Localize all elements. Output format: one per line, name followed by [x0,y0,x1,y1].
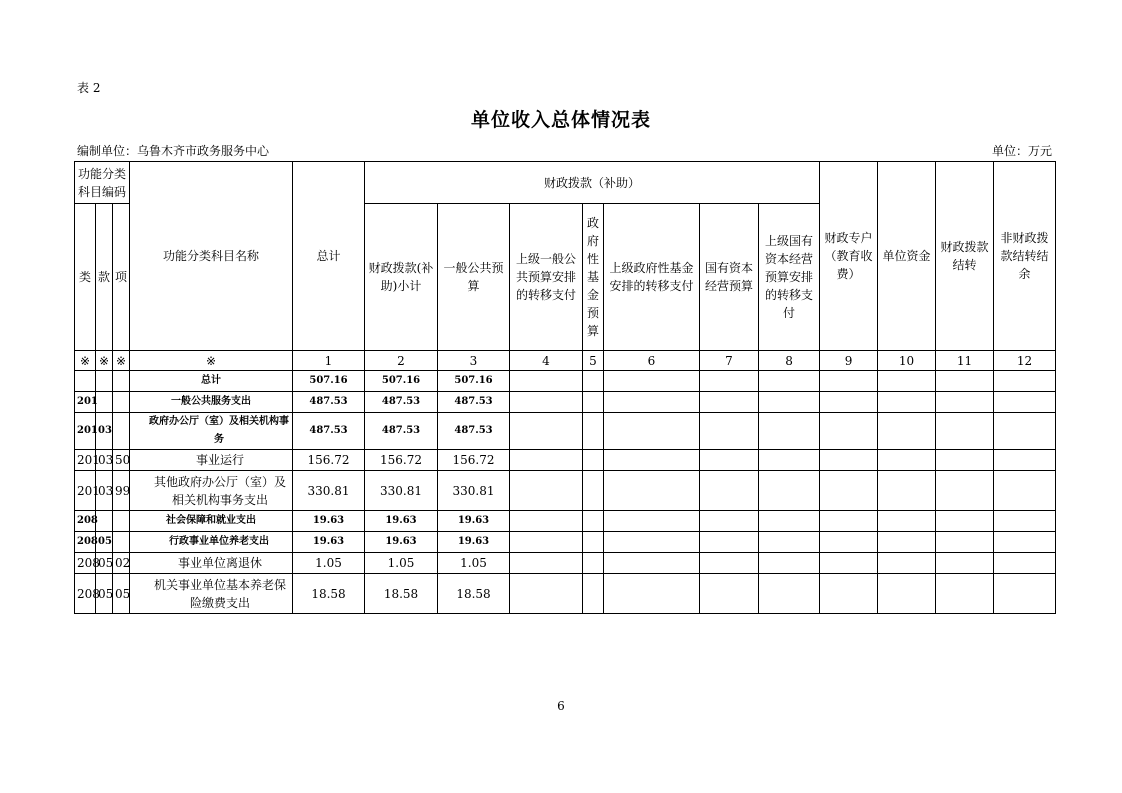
empty-cell [994,450,1056,471]
header-state-capital-budget: 国有资本经营预算 [700,204,759,351]
class-code-cell: 208 [75,553,96,574]
total-cell: 19.63 [293,532,365,553]
index-cell: ※ [130,351,293,371]
section-code-cell [96,511,113,532]
class-code-cell: 208 [75,532,96,553]
header-unit-funds: 单位资金 [878,162,936,351]
empty-cell [700,450,759,471]
empty-cell [878,413,936,450]
header-xiang: 项 [113,204,130,351]
empty-cell [936,413,994,450]
subtotal-cell: 18.58 [365,574,438,614]
total-cell: 156.72 [293,450,365,471]
subtotal-cell: 507.16 [365,371,438,392]
total-cell: 1.05 [293,553,365,574]
item-code-cell: 02 [113,553,130,574]
empty-cell [583,553,604,574]
empty-cell [759,532,820,553]
page-number: 6 [557,699,565,713]
item-code-cell [113,392,130,413]
header-name: 功能分类科目名称 [130,162,293,351]
general-budget-cell: 487.53 [438,392,510,413]
empty-cell [700,471,759,511]
table-row [75,511,1056,532]
total-cell: 487.53 [293,413,365,450]
section-code-cell: 03 [96,471,113,511]
index-cell: 9 [820,351,878,371]
empty-cell [604,450,700,471]
empty-cell [604,471,700,511]
empty-cell [604,511,700,532]
empty-cell [759,413,820,450]
index-cell: 4 [510,351,583,371]
empty-cell [936,574,994,614]
header-lei: 类 [75,204,96,351]
header-general-budget: 一般公共预算 [438,204,510,351]
subtotal-cell: 330.81 [365,471,438,511]
item-code-cell: 99 [113,471,130,511]
header-subtotal: 财政拨款(补助)小计 [365,204,438,351]
empty-cell [936,511,994,532]
section-code-cell: 03 [96,413,113,450]
empty-cell [510,574,583,614]
header-fiscal-group: 财政拨款（补助） [365,162,820,204]
table-row [75,413,1056,450]
index-cell: 6 [604,351,700,371]
subject-name-cell: 机关事业单位基本养老保险缴费支出 [130,574,293,614]
empty-cell [820,511,878,532]
table-row [75,371,1056,392]
index-cell: 10 [878,351,936,371]
empty-cell [510,413,583,450]
general-budget-cell: 487.53 [438,413,510,450]
subject-name-cell: 政府办公厅（室）及相关机构事务 [130,413,293,450]
class-code-cell [75,371,96,392]
total-cell: 19.63 [293,511,365,532]
general-budget-cell: 1.05 [438,553,510,574]
header-total: 总计 [293,162,365,351]
empty-cell [994,392,1056,413]
subject-name-cell: 总计 [130,371,293,392]
header-non-fiscal-carryover: 非财政拨款结转结余 [994,162,1056,351]
header-code-group: 功能分类科目编码 [75,162,130,204]
empty-cell [994,532,1056,553]
general-budget-cell: 156.72 [438,450,510,471]
empty-cell [700,532,759,553]
subject-name-cell: 事业单位离退休 [130,553,293,574]
empty-cell [878,392,936,413]
index-cell: ※ [96,351,113,371]
empty-cell [820,574,878,614]
item-code-cell [113,511,130,532]
empty-cell [878,450,936,471]
empty-cell [583,450,604,471]
empty-cell [583,532,604,553]
empty-cell [759,511,820,532]
header-gov-fund-budget: 政府性基金预算 [583,204,604,351]
subtotal-cell: 1.05 [365,553,438,574]
total-cell: 507.16 [293,371,365,392]
empty-cell [510,392,583,413]
empty-cell [604,392,700,413]
empty-cell [936,471,994,511]
empty-cell [878,511,936,532]
header-upper-capital-transfer: 上级国有资本经营预算安排的转移支付 [759,204,820,351]
total-cell: 487.53 [293,392,365,413]
header-kuan: 款 [96,204,113,351]
empty-cell [604,413,700,450]
empty-cell [878,471,936,511]
empty-cell [878,574,936,614]
table-row [75,392,1056,413]
subtotal-cell: 156.72 [365,450,438,471]
empty-cell [583,574,604,614]
empty-cell [700,511,759,532]
income-summary-table [74,161,1056,614]
subject-name-cell: 行政事业单位养老支出 [130,532,293,553]
index-cell: 12 [994,351,1056,371]
header-upper-general-transfer: 上级一般公共预算安排的转移支付 [510,204,583,351]
empty-cell [604,371,700,392]
empty-cell [583,371,604,392]
empty-cell [759,553,820,574]
empty-cell [878,553,936,574]
subject-name-cell: 一般公共服务支出 [130,392,293,413]
empty-cell [700,392,759,413]
empty-cell [510,450,583,471]
empty-cell [820,532,878,553]
empty-cell [510,511,583,532]
class-code-cell: 201 [75,392,96,413]
empty-cell [759,471,820,511]
general-budget-cell: 18.58 [438,574,510,614]
empty-cell [604,532,700,553]
section-code-cell: 05 [96,532,113,553]
header-row-1 [75,162,1056,204]
empty-cell [820,471,878,511]
table-row [75,471,1056,511]
empty-cell [994,413,1056,450]
empty-cell [994,471,1056,511]
total-cell: 18.58 [293,574,365,614]
class-code-cell: 201 [75,413,96,450]
subtotal-cell: 487.53 [365,392,438,413]
section-code-cell: 05 [96,574,113,614]
empty-cell [878,532,936,553]
subtotal-cell: 19.63 [365,511,438,532]
empty-cell [583,471,604,511]
subject-name-cell: 社会保障和就业支出 [130,511,293,532]
empty-cell [994,511,1056,532]
index-row [75,351,1056,371]
empty-cell [700,371,759,392]
empty-cell [936,553,994,574]
empty-cell [994,371,1056,392]
index-cell: 3 [438,351,510,371]
index-cell: 11 [936,351,994,371]
table-row [75,553,1056,574]
index-cell: 1 [293,351,365,371]
class-code-cell: 208 [75,574,96,614]
empty-cell [759,574,820,614]
empty-cell [510,371,583,392]
currency-unit-label: 单位：万元 [991,144,1052,158]
header-fiscal-carryover: 财政拨款结转 [936,162,994,351]
index-cell: 5 [583,351,604,371]
empty-cell [759,392,820,413]
section-code-cell [96,371,113,392]
table-row [75,574,1056,614]
data-rows [75,371,1056,614]
class-code-cell: 201 [75,471,96,511]
item-code-cell [113,413,130,450]
class-code-cell: 208 [75,511,96,532]
general-budget-cell: 330.81 [438,471,510,511]
page-title: 单位收入总体情况表 [470,109,651,131]
item-code-cell [113,532,130,553]
empty-cell [510,553,583,574]
class-code-cell: 201 [75,450,96,471]
empty-cell [936,392,994,413]
item-code-cell [113,371,130,392]
empty-cell [820,392,878,413]
index-cell: ※ [113,351,130,371]
empty-cell [604,574,700,614]
item-code-cell: 05 [113,574,130,614]
empty-cell [820,371,878,392]
section-code-cell: 03 [96,450,113,471]
empty-cell [700,574,759,614]
empty-cell [604,553,700,574]
table-row [75,450,1056,471]
empty-cell [936,532,994,553]
table-row [75,532,1056,553]
header-special-account: 财政专户（教育收费） [820,162,878,351]
index-cell: 2 [365,351,438,371]
empty-cell [820,413,878,450]
empty-cell [820,553,878,574]
table-number-label: 表 2 [77,81,101,95]
empty-cell [936,450,994,471]
empty-cell [700,413,759,450]
header-upper-fund-transfer: 上级政府性基金安排的转移支付 [604,204,700,351]
empty-cell [583,413,604,450]
general-budget-cell: 19.63 [438,532,510,553]
subtotal-cell: 19.63 [365,532,438,553]
empty-cell [583,392,604,413]
empty-cell [510,471,583,511]
general-budget-cell: 507.16 [438,371,510,392]
empty-cell [878,371,936,392]
subject-name-cell: 事业运行 [130,450,293,471]
index-cell: 7 [700,351,759,371]
empty-cell [936,371,994,392]
empty-cell [820,450,878,471]
item-code-cell: 50 [113,450,130,471]
index-cell: ※ [75,351,96,371]
section-code-cell: 05 [96,553,113,574]
empty-cell [759,450,820,471]
compiling-unit-label: 编制单位：乌鲁木齐市政务服务中心 [77,144,270,158]
empty-cell [510,532,583,553]
subtotal-cell: 487.53 [365,413,438,450]
general-budget-cell: 19.63 [438,511,510,532]
subject-name-cell: 其他政府办公厅（室）及相关机构事务支出 [130,471,293,511]
empty-cell [994,553,1056,574]
empty-cell [700,553,759,574]
empty-cell [759,371,820,392]
section-code-cell [96,392,113,413]
empty-cell [583,511,604,532]
index-cell: 8 [759,351,820,371]
total-cell: 330.81 [293,471,365,511]
empty-cell [994,574,1056,614]
